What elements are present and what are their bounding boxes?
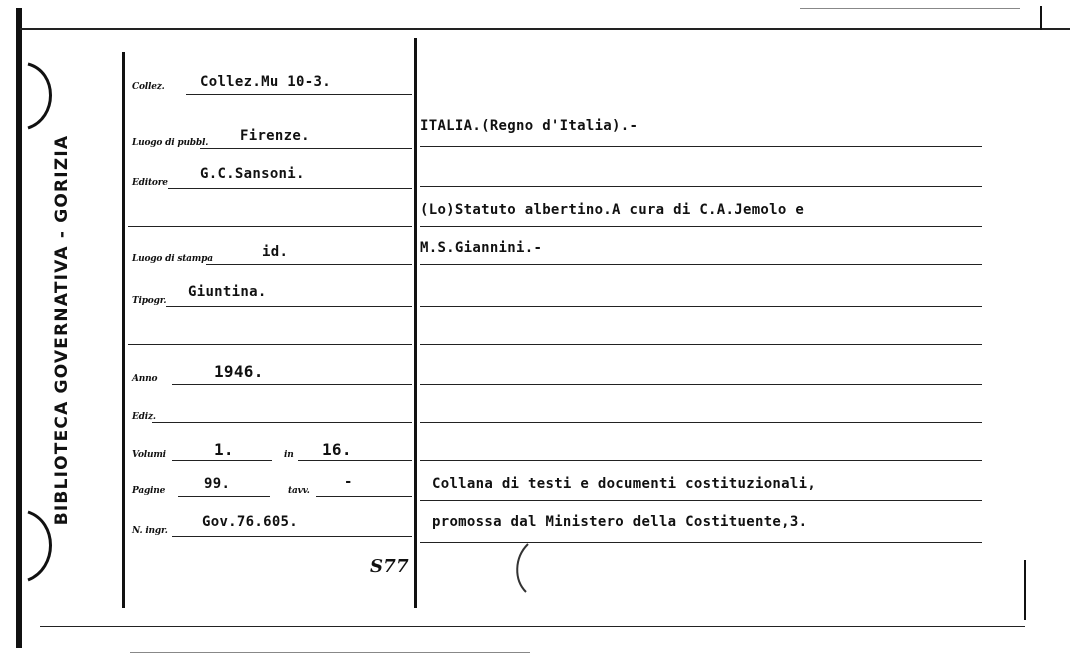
card-top-dash (800, 8, 1020, 9)
label-luogo-pubbl: Luogo di pubbl. (132, 138, 209, 148)
value-anno: 1946. (214, 362, 264, 381)
pencil-stroke (508, 540, 538, 596)
left-column-border (122, 52, 125, 608)
label-tipografo: Tipogr. (132, 296, 167, 306)
value-volumi: 1. (214, 440, 234, 459)
card-left-edge (16, 8, 22, 648)
rule-1 (420, 146, 982, 147)
value-n-ingr: Gov.76.605. (202, 514, 299, 530)
entry-heading: ITALIA.(Regno d'Italia).- (420, 118, 639, 134)
label-tavv: tavv. (288, 486, 310, 496)
line-n-ingr (172, 536, 412, 537)
line-blank-1 (128, 226, 412, 227)
label-editore: Editore (132, 178, 168, 188)
entry-series-line-1: Collana di testi e documenti costituzionali, (432, 476, 817, 492)
line-anno (172, 384, 412, 385)
middle-column-border (414, 38, 417, 608)
handwritten-mark: S77 (370, 556, 409, 577)
rule-3 (420, 226, 982, 227)
line-editore (168, 188, 412, 189)
rule-8 (420, 422, 982, 423)
library-spine-label: BIBLIOTECA GOVERNATIVA - GORIZIA (52, 134, 72, 526)
line-pagine (178, 496, 270, 497)
line-volumi (172, 460, 272, 461)
line-tipografo (166, 306, 412, 307)
line-tavv (316, 496, 412, 497)
value-collocazione: Collez.Mu 10-3. (200, 74, 331, 90)
line-blank-2 (128, 344, 412, 345)
value-pagine: 99. (204, 476, 231, 492)
card-right-edge (1024, 560, 1026, 620)
card-bottom-edge (40, 626, 1025, 627)
rule-9 (420, 460, 982, 461)
label-ediz: Ediz. (132, 412, 156, 422)
value-in: 16. (322, 440, 352, 459)
card-bottom-dash (130, 652, 530, 653)
line-luogo-pubbl (200, 148, 412, 149)
value-tipografo: Giuntina. (188, 284, 267, 300)
value-tavv: - (344, 474, 353, 490)
label-in: in (284, 450, 294, 460)
line-in (298, 460, 412, 461)
value-luogo-pubbl: Firenze. (240, 128, 310, 144)
label-pagine: Pagine (132, 486, 166, 496)
rule-6 (420, 344, 982, 345)
label-volumi: Volumi (132, 450, 166, 460)
rule-4 (420, 264, 982, 265)
card-top-edge (20, 28, 1070, 30)
label-anno: Anno (132, 374, 158, 384)
entry-title-line-1: (Lo)Statuto albertino.A cura di C.A.Jemolo e (420, 202, 805, 218)
label-luogo-stampa: Luogo di stampa (132, 254, 213, 264)
label-n-ingr: N. ingr. (132, 526, 168, 536)
punch-hole-top (24, 60, 64, 134)
rule-7 (420, 384, 982, 385)
value-luogo-stampa: id. (262, 244, 289, 260)
card-right-tab (1040, 6, 1042, 30)
line-collocazione (186, 94, 412, 95)
label-collocazione: Collez. (132, 82, 165, 92)
value-editore: G.C.Sansoni. (200, 166, 305, 182)
rule-10 (420, 500, 982, 501)
line-ediz (152, 422, 412, 423)
rule-5 (420, 306, 982, 307)
rule-2 (420, 186, 982, 187)
entry-title-line-2: M.S.Giannini.- (420, 240, 543, 256)
entry-series-line-2: promossa dal Ministero della Costituente,3. (432, 514, 808, 530)
line-luogo-stampa (206, 264, 412, 265)
rule-11 (420, 542, 982, 543)
